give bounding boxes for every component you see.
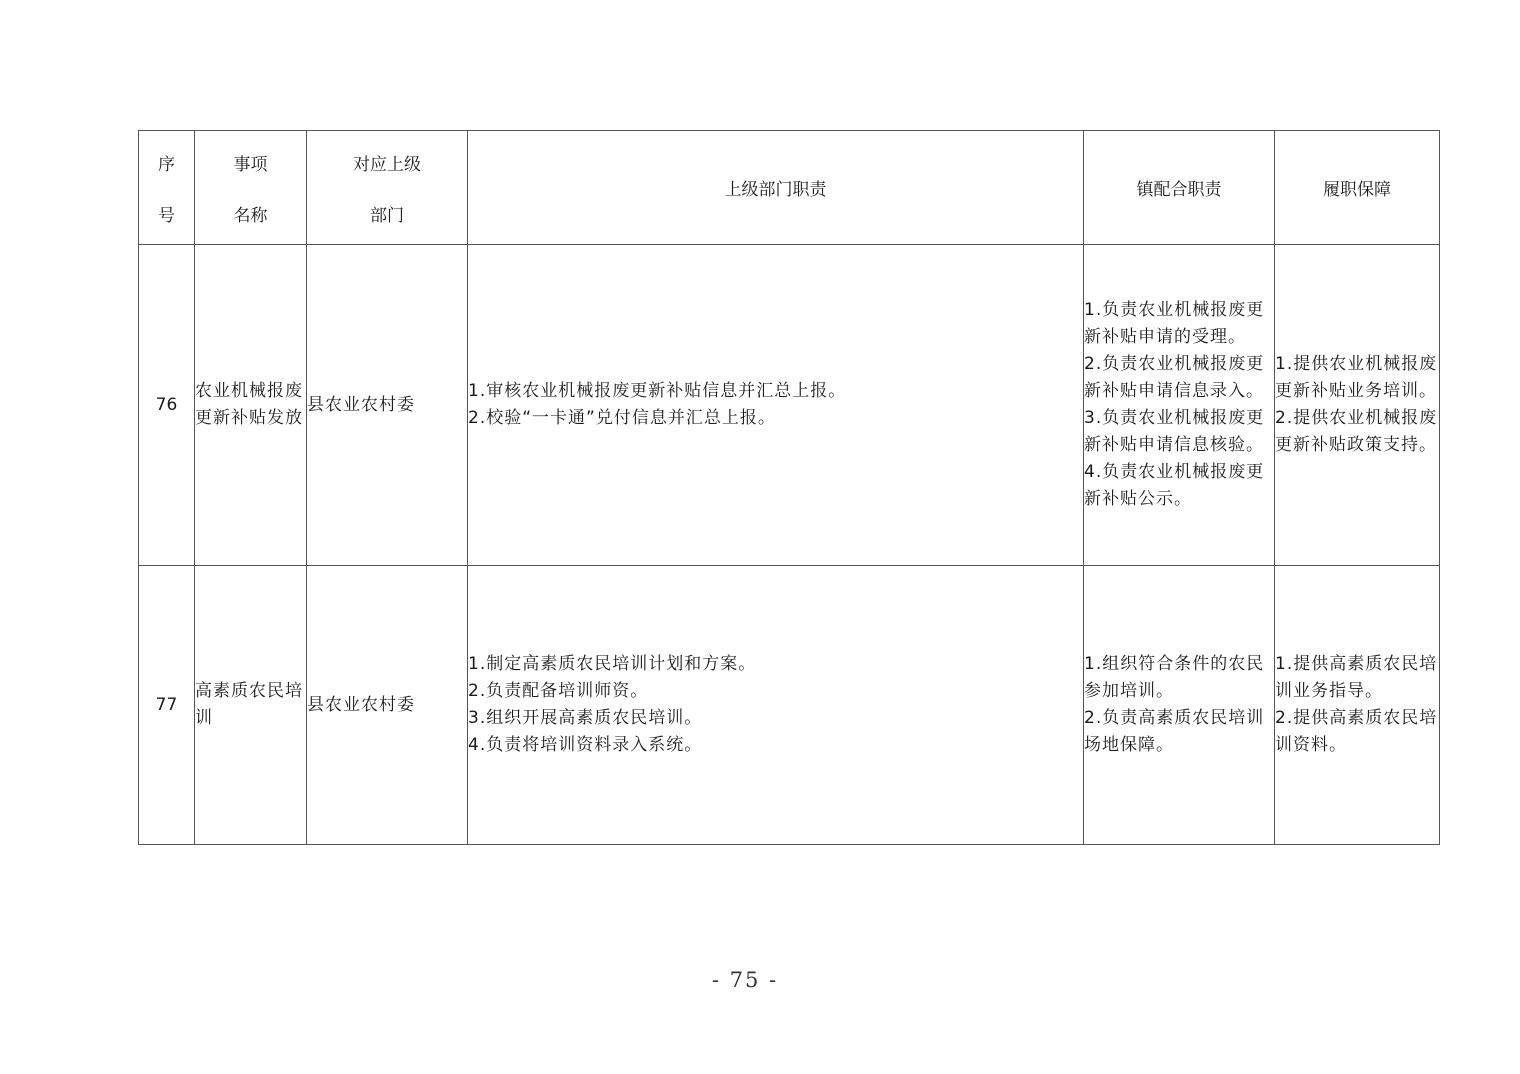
upper-duty-item: 1.审核农业机械报废更新补贴信息并汇总上报。 bbox=[468, 381, 847, 401]
row-item-name: 农业机械报废更新补贴发放 bbox=[195, 245, 307, 566]
row-seq: 76 bbox=[139, 245, 195, 566]
header-item-name bbox=[195, 131, 307, 245]
row-guarantee bbox=[1275, 245, 1440, 566]
header-item-name-line1: 事项 bbox=[233, 154, 268, 175]
upper-duty-item: 4.负责将培训资料录入系统。 bbox=[468, 735, 703, 755]
table-header-row bbox=[139, 131, 1440, 245]
header-guarantee: 履职保障 bbox=[1275, 131, 1440, 245]
guarantee-item: 2.提供高素质农民培训资料。 bbox=[1275, 708, 1438, 755]
row-upper-duty bbox=[468, 245, 1084, 566]
guarantee-item: 1.提供农业机械报废更新补贴业务培训。 bbox=[1275, 354, 1438, 401]
town-duty-item: 2.负责农业机械报废更新补贴申请信息录入。 bbox=[1084, 354, 1265, 401]
page-number: - 75 - bbox=[711, 968, 779, 992]
town-duty-item: 2.负责高素质农民培训场地保障。 bbox=[1084, 708, 1265, 755]
guarantee-item: 1.提供高素质农民培训业务指导。 bbox=[1275, 654, 1438, 701]
header-upper-duty: 上级部门职责 bbox=[468, 131, 1084, 245]
table-row bbox=[139, 566, 1440, 845]
row-seq: 77 bbox=[139, 566, 195, 845]
header-seq-line1: 序 bbox=[158, 154, 175, 175]
row-upper-duty bbox=[468, 566, 1084, 845]
header-town-duty: 镇配合职责 bbox=[1084, 131, 1275, 245]
row-item-name: 高素质农民培训 bbox=[195, 566, 307, 845]
table-row bbox=[139, 245, 1440, 566]
header-upper-dept bbox=[307, 131, 468, 245]
guarantee-item: 2.提供农业机械报废更新补贴政策支持。 bbox=[1275, 408, 1438, 455]
row-town-duty bbox=[1084, 245, 1275, 566]
row-upper-dept: 县农业农村委 bbox=[307, 245, 468, 566]
duties-table bbox=[138, 130, 1440, 845]
town-duty-item: 1.负责农业机械报废更新补贴申请的受理。 bbox=[1084, 300, 1265, 347]
upper-duty-item: 2.负责配备培训师资。 bbox=[468, 681, 649, 701]
header-seq-line2: 号 bbox=[158, 205, 175, 226]
upper-duty-item: 2.校验“一卡通”兑付信息并汇总上报。 bbox=[468, 408, 776, 428]
header-upper-dept-line1: 对应上级 bbox=[353, 154, 421, 175]
town-duty-item: 1.组织符合条件的农民参加培训。 bbox=[1084, 654, 1265, 701]
row-guarantee bbox=[1275, 566, 1440, 845]
upper-duty-item: 3.组织开展高素质农民培训。 bbox=[468, 708, 703, 728]
row-upper-dept: 县农业农村委 bbox=[307, 566, 468, 845]
upper-duty-item: 1.制定高素质农民培训计划和方案。 bbox=[468, 654, 757, 674]
town-duty-item: 4.负责农业机械报废更新补贴公示。 bbox=[1084, 462, 1265, 509]
town-duty-item: 3.负责农业机械报废更新补贴申请信息核验。 bbox=[1084, 408, 1265, 455]
row-town-duty bbox=[1084, 566, 1275, 845]
header-seq bbox=[139, 131, 195, 245]
header-upper-dept-line2: 部门 bbox=[370, 205, 404, 226]
header-item-name-line2: 名称 bbox=[233, 205, 268, 226]
